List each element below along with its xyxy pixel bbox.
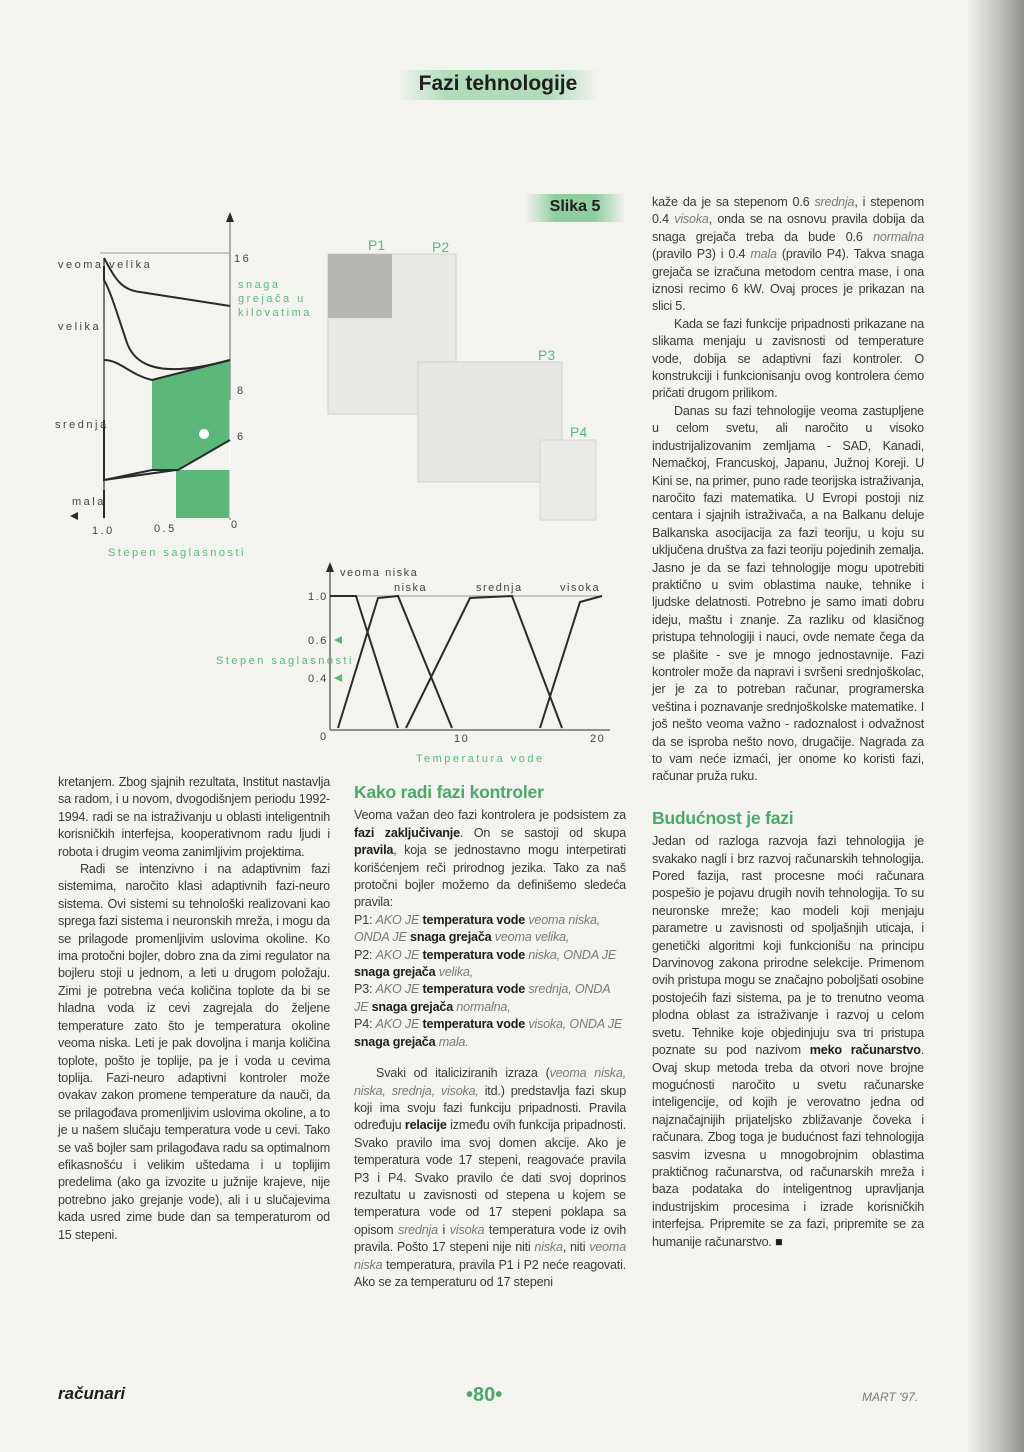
x-tick-10: 10: [454, 733, 470, 745]
col1-paragraph-2: Radi se intenzivno i na adaptivnim fazi sistemima, naročito klasi adaptivnih fazi-neuro sistema. Ovi sistemi su tehnološki realizovani kao sprega fazi sistema i neuronskih mreža, i mogu da se prilagode promenljivim uslovima okoline. Ko ima protočni bojler, dobro zna da zimi regulator na bojleru stoji u jednom, a leti u drugom položaju. Zimi je potrebna veća količina toplote da bi se hladna voda iz cevi zagrejala do željene temperature zato što je temperatura okoline veoma niska. Leti je pak dovoljna i manja količina toplote, pošto je toplije, pa je i voda u cevima toplija. Fazi-neuro adaptivni kontroler može ovakav zakon promene temperature da nauči, da se prilagođava promenljivim uslovima okoline, a to je u našem slučaju temperatura vode u cevi. Tako se vaš bojler sam prilagođava radu sa optimalnom efikasnošću i velikim uštedama i u toplijim predelima (ako ga izvozite u južnije krajeve, nije potrebno jako grejanje vode), ali i u slučajevima kada usred zime bude dan sa temperaturom od 15 stepeni.: [58, 862, 330, 1242]
col3-heading: Budućnost je fazi: [652, 807, 794, 828]
issue-date: MART '97.: [862, 1390, 919, 1404]
col3-paragraph-2: Kada se fazi funkcije pripadnosti prikazane na slikama menjaju u zavisnosti od temperature vode, dobija se adaptivni fazi kontroler. O konstrukciji i funkcionisanju ovog kontrolera ćemo pričati drugom prilikom.: [652, 316, 924, 401]
x-axis-label: Stepen saglasnosti: [108, 547, 246, 559]
x-tick-0: 0: [231, 519, 240, 531]
rules-list: [354, 912, 626, 1051]
column-1: [58, 774, 330, 1244]
rule-boxes: [328, 254, 596, 520]
y-label-srednja: srednja: [55, 419, 109, 431]
col1-paragraph-1: kretanjem. Zbog sjajnih rezultata, Institut nastavlja sa radom, i u novom, dvogodišnjem periodu 1992-1994. radi se na istraživanju u oblasti inteligentnih korisničkih interfejsa, kooperativnom radu ljudi i robota i drugim veoma zanimljivim projektima.: [58, 775, 330, 859]
y-tick-0: 0: [320, 731, 328, 743]
col2-heading: Kako radi fazi kontroler: [354, 782, 544, 802]
rule-box-p4: [540, 440, 596, 520]
x-tick-20: 20: [590, 733, 606, 745]
col3-paragraph-1: kaže da je sa stepenom 0.6 srednja, i stepenom 0.4 visoka, onda se na osnovu pravila dobija da snaga grejača treba da bude 0.6 normalna (pravilo P3) i 0.4 mala (pravilo P4). Takva snaga grejača se izračuna metodom centra mase, i ona iznosi recimo 6 kW. Ovaj proces je prikazan na slici 5.: [652, 195, 925, 314]
marker-04-icon: [334, 674, 342, 682]
y-label-mala: mala: [72, 496, 106, 508]
col3-paragraph-4: Jedan od razloga razvoja fazi tehnologija je svakako nagli i brz razvoj računarskih tehnologija. Pored fazija, rast procesne moći računara pospešio je pojavu drugih novih tehnologija. To su neuronske mreže; kao modeli koji menjaju parametre u zavisnosti od spoljašnjih uticaja, i genetički algoritmi koji funkcionišu na principu Darvinovog zakona prirodne selekcije. Primenom ovih pristupa mogu se značajno poboljšati osobine postojećih fazi sistema, pa je to trenutno veoma plodna oblast za istraživanje i razvoj u celom svetu. Tehnike koje objedinjuju sva tri pristupa poznate su pod nazivom meko računarstvo. Ovaj skup metoda treba da otvori nove brojne mogućnosti naročito u svetu računarske inteligencije, od kojih je verovatno jedna od najznačajnijih prijateljsko zbližavanje čoveka i računara. Zbog toga je budućnost fazi tehnologija sasvim izvesna u mnogobrojnim oblastima praktičnog računarstva, od računarskih mreža i baza podataka do inteligentnog upravljanja industrijskim procesima i izrade korisničkih interfejsa. Pripremite se za fazi, pripremite se za humanije računarstvo. ■: [652, 834, 924, 1249]
x-tick-1: 1.0: [92, 525, 115, 537]
x-tick-05: 0.5: [154, 523, 177, 535]
set-label-veoma: veoma niska: [340, 567, 419, 579]
col2-paragraph-2: Svaki od italiciziranih izraza (veoma niska, niska, srednja, visoka, itd.) predstavlja fazi skup koji ima svoju fazi funkciju pripadnosti. Pravila određuju relacije između ovih funkcija pripadnosti. Svako pravilo ima svoj domen akcije. Ako je temperatura vode 17 stepeni, reagovaće pravila P3 i P4. Svako pravilo će dati svoj doprinos rezultatu u zavisnosti od stepena u kojem se temperatura vode od 17 stepeni poklapa sa opisom srednja i visoka temperatura vode iz ovih pravila. Pošto 17 stepeni nije niti niska, niti veoma niska temperatura, pravila P1 i P2 neće reagovati. Ako se za temperaturu od 17 stepeni: [354, 1066, 627, 1289]
scale-6: 6: [237, 431, 246, 443]
left-chart-top-arrow: [226, 212, 234, 222]
bottom-y-axis-label: Stepen saglasnosti: [216, 655, 354, 667]
rule-box-p1: [328, 254, 392, 318]
set-label-niska: niska: [394, 582, 428, 594]
y-label-velika: velika: [58, 321, 102, 333]
rule-label-p4: P4: [570, 424, 588, 440]
rule-p2: P2: AKO JE temperatura vode niska, ONDA JE snaga grejača velika,: [354, 947, 617, 980]
column-2: [354, 784, 626, 1291]
scale-label: snaga grejača u kilovatima: [238, 279, 312, 319]
y-tick-04: 0.4: [308, 673, 328, 685]
rule-label-p3: P3: [538, 347, 556, 363]
rule-label-p2: P2: [432, 239, 450, 255]
set-label-srednja: srednja: [476, 582, 523, 594]
set-label-visoka: visoka: [560, 582, 601, 594]
page-number: •80•: [466, 1384, 503, 1406]
y-label-veoma: veoma velika: [58, 259, 153, 271]
rule-p4: P4: AKO JE temperatura vode visoka, ONDA JE snaga grejača mala.: [354, 1017, 623, 1049]
end-mark: ■: [775, 1234, 783, 1249]
rule-p1: P1: AKO JE temperatura vode veoma niska, ONDA JE snaga grejača veoma velika,: [354, 912, 601, 945]
scale-8: 8: [237, 385, 246, 397]
bottom-x-axis-label: Temperatura vode: [416, 753, 545, 765]
rule-label-p1: P1: [368, 237, 386, 253]
mf-srednja: [406, 596, 562, 728]
col3-paragraph-3: Danas su fazi tehnologije veoma zastupljene u celom svetu, ali naročito u visoko industrijalizovanim zemljama - SAD, Kanadi, Nemačkoj, Francuskoj, Japanu, Južnoj Koreji. U Kini se, na primer, puno rade teorijska istraživanja, naročito fazi matematika. U Evropi postoji niz centara i sjajnih istraživača, a na Balkanu deluje Balkanska asocijacija za fazi teoriju, u koju su uključena društva za fazi teoriju pojedinih zemalja. Jasno je da se fazi tehnologije mogu upotrebiti praktično u svim oblastima nauke, tehnike i ljudske delatnosti. Potrebno je samo imati dobru ideju, maštu i znanje. Za razliku od klasičnog pristupa tehnologiji i nauci, ovde nemate čega da se plašite - sve je mnogo jednostavnije. Fazi kontroler može da napravi i svršeni srednjoškolac, jer je za to potreban računar, programerska veština i poznavanje srednjoškolske matematike. I još nešto veoma važno - radoznalost i odvažnost da se isproba nešto novo, drugačije. Nagrada za to vam neće izmaći, jer onome ko koristi fazi, računar pruža ruku.: [652, 403, 924, 784]
figure-label: Slika 5: [549, 198, 601, 215]
magazine-name: računari: [58, 1384, 126, 1403]
mf-niska: [338, 596, 452, 728]
curve-velika: [104, 266, 230, 369]
section-title: Fazi tehnologije: [418, 72, 578, 95]
marker-06-icon: [334, 636, 342, 644]
col2-paragraph-1: Veoma važan deo fazi kontrolera je podsistem za fazi zaključivanje. On se sastoji od skupa pravila, koja se jednostavno mogu interpetirati korišćenjem reči prirodnog jezika. Tako za naš protočni bojler možemo da definišemo sledeća pravila:: [354, 808, 626, 910]
column-3: [652, 194, 924, 1251]
left-arrow-icon: [70, 512, 78, 520]
rule-p3: P3: AKO JE temperatura vode srednja, ONDA JE snaga grejača normalna,: [354, 982, 610, 1014]
y-tick-1: 1.0: [308, 591, 328, 603]
mf-visoka: [540, 596, 602, 728]
y-tick-06: 0.6: [308, 635, 328, 647]
scale-16: 16: [234, 253, 252, 265]
centroid-marker: [199, 429, 209, 439]
output-shaded-area: [152, 360, 230, 518]
